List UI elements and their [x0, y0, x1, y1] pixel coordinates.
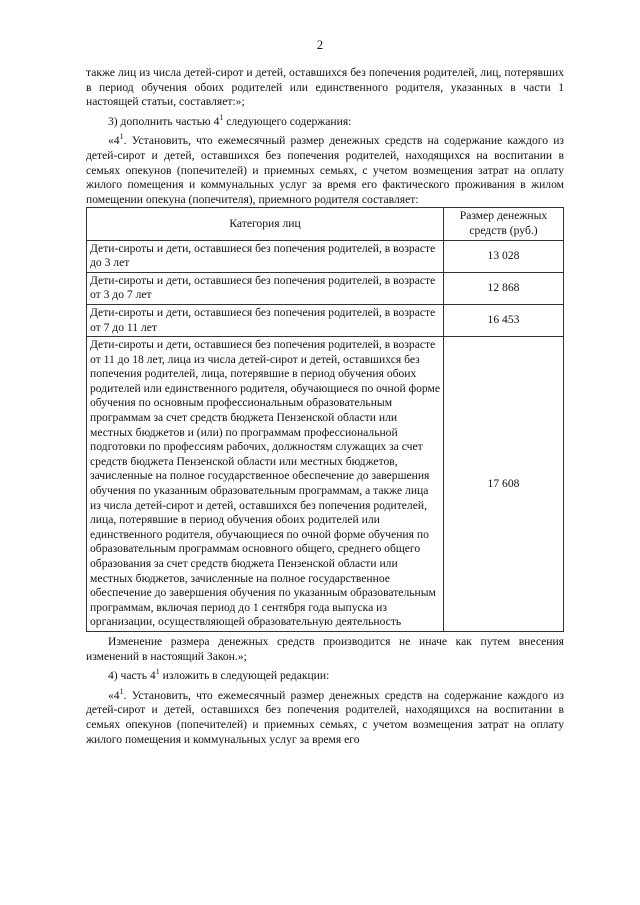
table-row: [87, 337, 564, 632]
table-row: [87, 304, 564, 336]
row-category: Дети-сироты и дети, оставшиеся без попечения родителей, в возрасте от 7 до 11 лет: [87, 304, 444, 336]
document-body: [86, 66, 564, 747]
row-amount: 17 608: [444, 337, 564, 632]
table-header-row: [87, 208, 564, 240]
item-4-paragraph: [86, 669, 564, 684]
item-4-superscript: 1: [155, 667, 160, 677]
continuation-paragraph: также лиц из числа детей-сирот и детей, оставшихся без попечения родителей, лиц, потерявших в период обучения обоих родителей или единственного родителя, указанных в части 1 настоящей статьи, составляет:»;: [86, 66, 564, 109]
header-category: Категория лиц: [87, 208, 444, 240]
row-amount: 16 453: [444, 304, 564, 336]
row-category: Дети-сироты и дети, оставшиеся без попечения родителей, в возрасте до 3 лет: [87, 240, 444, 272]
part-4-1-paragraph: [86, 134, 564, 207]
row-category: Дети-сироты и дети, оставшиеся без попечения родителей, в возрасте от 3 до 7 лет: [87, 272, 444, 304]
item-3-paragraph: [86, 112, 564, 130]
item-3-prefix: 3) дополнить частью 4: [108, 114, 220, 128]
item-3-superscript: 1: [219, 112, 224, 122]
item-3-suffix: следующего содержания:: [223, 114, 352, 128]
part-4-1-new-text: . Установить, что ежемесячный размер денежных средств на содержание каждого из детей-сирот и детей, оставшихся без попечения родителей, находящихся на воспитании в семьях опекунов (попечителей) и приемных семьях, с учетом возмещения затрат на оплату жилого помещения и коммунальных услуг за время его: [86, 688, 564, 746]
part-4-1-text: . Установить, что ежемесячный размер денежных средств на содержание каждого из детей-сирот и детей, оставшихся без попечения родителей, находящихся на воспитании в семьях опекунов (попечителей) и приемных семьях, с учетом возмещения затрат на оплату жилого помещения и коммунальных услуг за время его фактического проживания в жилом помещении опекуна (попечителя), приемного родителя составляет:: [86, 134, 564, 206]
page-number: 2: [316, 38, 324, 52]
allowance-table: [86, 207, 564, 632]
row-category: Дети-сироты и дети, оставшиеся без попечения родителей, в возрасте от 11 до 18 лет, лица из числа детей-сирот и детей, оставшихся без попечения родителей, лица, потерявшие в период обучения обоих родителей или единственного родителя, обучающиеся по очной форме обучения по основным профессиональным образовательным программам за счет средств бюджета Пензенской области или местных бюджетов и (или) по программам профессиональной подготовки по профессиям рабочих, должностям служащих за счет средств бюджета Пензенской области или местных бюджетов, зачисленные на полное государственное обеспечение до завершения обучения по указанным образовательным программам, а также лица из числа детей-сирот и детей, оставшихся без попечения родителей, лица, потерявшие в период обучения обоих родителей или единственного родителя, обучающиеся по очной форме обучения по образовательным программам основного общего, среднего общего образования за счет средств бюджета Пензенской области или местных бюджетов, зачисленные на полное государственное обеспечение до завершения обучения по указанным образовательным программам, включая период до 1 сентября года выпуска из организации, осуществляющей образовательную деятельность: [87, 337, 444, 632]
part-4-1-new-prefix: «4: [108, 688, 120, 702]
part-4-1-superscript: 1: [119, 132, 124, 142]
table-row: [87, 240, 564, 272]
item-4-prefix: 4) часть 4: [108, 669, 156, 683]
change-note-paragraph: Изменение размера денежных средств производится не иначе как путем внесения изменений в настоящий Закон.»;: [86, 634, 564, 663]
part-4-1-new-superscript: 1: [119, 686, 124, 696]
header-amount: Размер денежных средств (руб.): [444, 208, 564, 240]
row-amount: 13 028: [444, 240, 564, 272]
item-4-suffix: изложить в следующей редакции:: [159, 669, 330, 683]
row-amount: 12 868: [444, 272, 564, 304]
part-4-1-prefix: «4: [108, 134, 120, 148]
part-4-1-new-paragraph: [86, 686, 564, 747]
table-row: [87, 272, 564, 304]
